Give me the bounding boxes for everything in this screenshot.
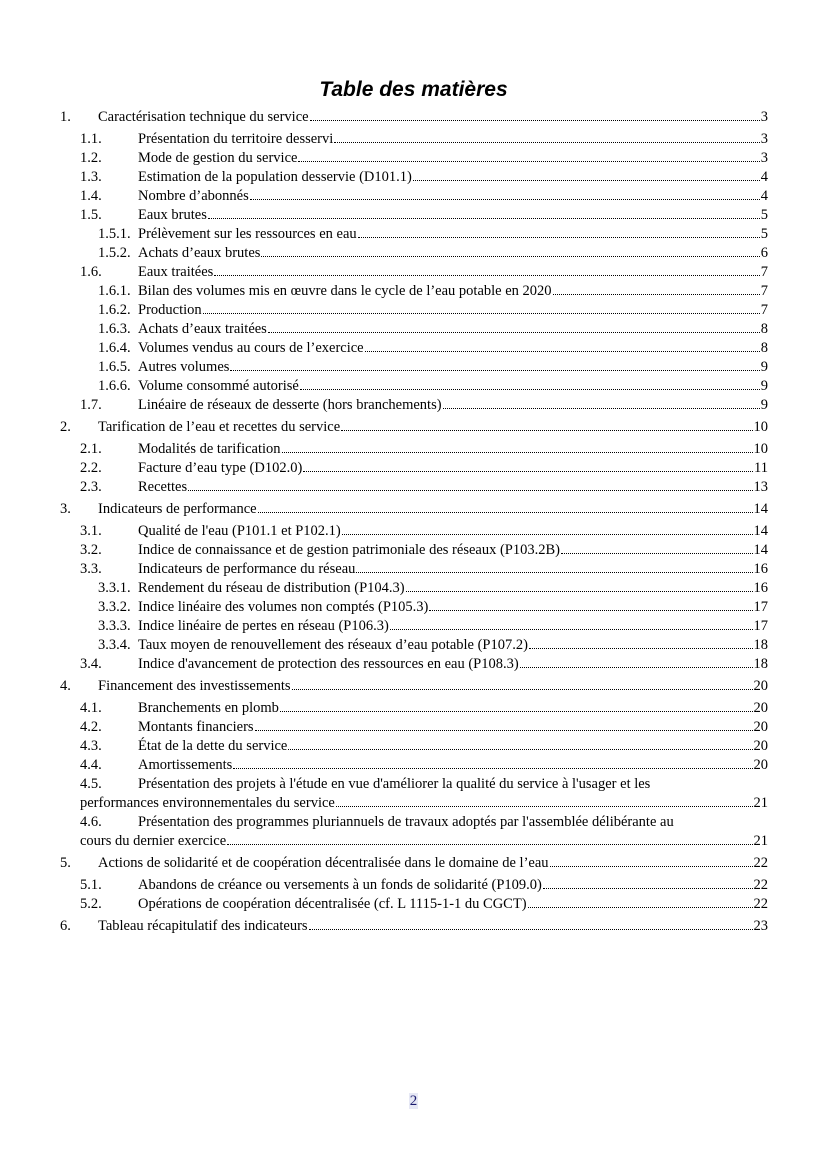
dot-leader	[528, 907, 753, 908]
toc-entry-number: 4.4.	[80, 757, 102, 773]
toc-entry-page: 14	[753, 523, 768, 539]
toc-entry-label: Volume consommé autorisé	[138, 378, 299, 394]
dot-leader	[553, 294, 760, 295]
dot-leader	[255, 730, 753, 731]
toc-entry-page: 9	[760, 378, 768, 394]
toc-entry-number: 1.5.	[80, 207, 102, 223]
dot-leader	[520, 667, 753, 668]
toc-entry-number: 1.6.5.	[98, 359, 131, 375]
toc-entry[interactable]	[60, 775, 768, 813]
dot-leader	[413, 180, 760, 181]
toc-entry-page: 18	[753, 637, 768, 653]
dot-leader	[310, 120, 760, 121]
toc-entry-label: Modalités de tarification	[138, 441, 281, 457]
page-number-text: 2	[409, 1093, 418, 1109]
dot-leader	[250, 199, 760, 200]
toc-entry[interactable]	[60, 301, 768, 320]
toc-entry-number: 1.3.	[80, 169, 102, 185]
toc-entry-label: Qualité de l'eau (P101.1 et P102.1)	[138, 523, 341, 539]
toc-entry-page: 20	[753, 719, 768, 735]
page-number	[0, 1093, 827, 1110]
toc-entry[interactable]	[60, 718, 768, 737]
dot-leader	[356, 572, 752, 573]
toc-entry-number: 1.6.4.	[98, 340, 131, 356]
toc-entry-number: 1.7.	[80, 397, 102, 413]
toc-entry[interactable]	[60, 737, 768, 756]
toc-entry-label: Financement des investissements	[98, 678, 291, 694]
toc-entry[interactable]	[60, 130, 768, 149]
toc-entry-label: Amortissements	[138, 757, 233, 773]
dot-leader	[280, 711, 753, 712]
toc-entry-label: État de la dette du service	[138, 738, 288, 754]
toc-entry-number: 1.	[60, 109, 71, 125]
toc-entry-number: 1.6.3.	[98, 321, 131, 337]
toc-entry-label: Présentation du territoire desservi	[138, 131, 334, 147]
toc-entry-page: 20	[753, 738, 768, 754]
toc-entry[interactable]	[60, 440, 768, 459]
toc-entry[interactable]	[60, 917, 768, 936]
table-of-contents	[60, 108, 768, 936]
toc-entry[interactable]	[60, 225, 768, 244]
toc-entry[interactable]	[60, 854, 768, 873]
dot-leader	[550, 866, 753, 867]
toc-entry[interactable]	[60, 320, 768, 339]
toc-entry-number: 1.6.2.	[98, 302, 131, 318]
toc-entry-page: 23	[753, 918, 768, 934]
toc-entry-number: 1.6.1.	[98, 283, 131, 299]
toc-entry-number: 2.1.	[80, 441, 102, 457]
toc-entry-label: Indice linéaire des volumes non comptés (P105.3)	[138, 599, 429, 615]
dot-leader	[358, 237, 760, 238]
toc-entry-label: Indice linéaire de pertes en réseau (P106.3)	[138, 618, 389, 634]
toc-entry-page: 9	[760, 397, 768, 413]
toc-entry-label: Présentation des programmes pluriannuels de travaux adoptés par l'assemblée délibérante au	[138, 814, 674, 830]
toc-entry-number: 6.	[60, 918, 71, 934]
toc-entry[interactable]	[60, 396, 768, 415]
toc-entry-page: 20	[753, 757, 768, 773]
toc-entry-page: 6	[760, 245, 768, 261]
toc-entry[interactable]	[60, 206, 768, 225]
dot-leader	[342, 534, 753, 535]
toc-entry-label: Actions de solidarité et de coopération décentralisée dans le domaine de l’eau	[98, 855, 549, 871]
toc-entry[interactable]	[60, 598, 768, 617]
toc-entry[interactable]	[60, 813, 768, 851]
toc-entry-page: 11	[754, 460, 768, 476]
toc-entry[interactable]	[60, 579, 768, 598]
toc-entry-number: 3.4.	[80, 656, 102, 672]
dot-leader	[230, 370, 759, 371]
dot-leader	[258, 512, 753, 513]
toc-entry-label: Abandons de créance ou versements à un fonds de solidarité (P109.0)	[138, 877, 542, 893]
toc-entry-label: Présentation des projets à l'étude en vue d'améliorer la qualité du service à l'usager et les	[138, 776, 651, 792]
toc-entry-label: Prélèvement sur les ressources en eau	[138, 226, 357, 242]
toc-entry-page: 14	[753, 542, 768, 558]
dot-leader	[443, 408, 760, 409]
toc-entry-page: 10	[753, 419, 768, 435]
toc-entry[interactable]	[60, 339, 768, 358]
toc-entry[interactable]	[60, 263, 768, 282]
toc-entry-label: Indicateurs de performance du réseau	[138, 561, 356, 577]
toc-entry-number: 2.2.	[80, 460, 102, 476]
dot-leader	[341, 430, 752, 431]
toc-entry-page: 8	[760, 340, 768, 356]
toc-entry[interactable]	[60, 377, 768, 396]
toc-entry-number: 3.3.2.	[98, 599, 131, 615]
dot-leader	[214, 275, 759, 276]
toc-entry[interactable]	[60, 876, 768, 895]
dot-leader	[365, 351, 760, 352]
toc-entry-label: Recettes	[138, 479, 188, 495]
dot-leader	[298, 161, 759, 162]
toc-entry-page: 17	[753, 618, 768, 634]
toc-entry-label: Linéaire de réseaux de desserte (hors branchements)	[138, 397, 442, 413]
dot-leader	[282, 452, 753, 453]
toc-entry[interactable]	[60, 541, 768, 560]
toc-entry-number: 1.2.	[80, 150, 102, 166]
toc-entry[interactable]	[60, 418, 768, 437]
toc-entry[interactable]	[60, 895, 768, 914]
toc-entry-label: Facture d’eau type (D102.0)	[138, 460, 303, 476]
toc-entry-label: Volumes vendus au cours de l’exercice	[138, 340, 364, 356]
dot-leader	[429, 610, 752, 611]
toc-entry-page: 16	[753, 561, 768, 577]
toc-entry-number: 1.4.	[80, 188, 102, 204]
toc-entry-number: 1.6.	[80, 264, 102, 280]
toc-entry-label: Indice d'avancement de protection des ressources en eau (P108.3)	[138, 656, 519, 672]
dot-leader	[334, 142, 759, 143]
toc-entry-label: Nombre d’abonnés	[138, 188, 249, 204]
toc-entry[interactable]	[60, 699, 768, 718]
toc-entry-number: 5.	[60, 855, 71, 871]
toc-entry-page: 5	[760, 226, 768, 242]
toc-entry-number: 3.2.	[80, 542, 102, 558]
toc-entry-number: 3.	[60, 501, 71, 517]
toc-entry-label: Indice de connaissance et de gestion patrimoniale des réseaux (P103.2B)	[138, 542, 560, 558]
toc-entry[interactable]	[60, 636, 768, 655]
toc-entry-label: Tarification de l’eau et recettes du service	[98, 419, 341, 435]
toc-entry-label: Montants financiers	[138, 719, 254, 735]
toc-entry-page: 21	[753, 795, 768, 811]
toc-entry[interactable]	[60, 282, 768, 301]
dot-leader	[233, 768, 752, 769]
dot-leader	[288, 749, 752, 750]
toc-entry[interactable]	[60, 478, 768, 497]
toc-entry[interactable]	[60, 617, 768, 636]
dot-leader	[390, 629, 753, 630]
toc-entry-number: 1.5.1.	[98, 226, 131, 242]
toc-entry-number: 3.3.4.	[98, 637, 131, 653]
toc-entry-number: 3.1.	[80, 523, 102, 539]
toc-entry-page: 3	[760, 150, 768, 166]
toc-entry-label-continued: cours du dernier exercice	[80, 833, 227, 849]
toc-entry[interactable]	[60, 522, 768, 541]
toc-entry-number: 3.3.3.	[98, 618, 131, 634]
toc-entry-number: 2.	[60, 419, 71, 435]
toc-entry-page: 17	[753, 599, 768, 615]
toc-entry-page: 16	[753, 580, 768, 596]
toc-entry-number: 1.1.	[80, 131, 102, 147]
dot-leader	[309, 929, 753, 930]
toc-entry[interactable]	[60, 560, 768, 579]
toc-entry-number: 2.3.	[80, 479, 102, 495]
toc-entry-number: 5.2.	[80, 896, 102, 912]
toc-entry-label: Achats d’eaux traitées	[138, 321, 267, 337]
dot-leader	[300, 389, 760, 390]
toc-entry[interactable]	[60, 358, 768, 377]
toc-entry-page: 7	[760, 283, 768, 299]
dot-leader	[406, 591, 753, 592]
toc-entry[interactable]	[60, 459, 768, 478]
toc-entry-label: Opérations de coopération décentralisée (cf. L 1115-1-1 du CGCT)	[138, 896, 527, 912]
toc-entry-page: 21	[753, 833, 768, 849]
toc-entry-number: 4.6.	[80, 814, 102, 830]
toc-entry-label: Estimation de la population desservie (D101.1)	[138, 169, 412, 185]
toc-entry-page: 9	[760, 359, 768, 375]
toc-title: Table des matières	[319, 78, 508, 101]
toc-entry[interactable]	[60, 500, 768, 519]
dot-leader	[227, 844, 752, 845]
dot-leader	[561, 553, 753, 554]
toc-entry-label: Autres volumes	[138, 359, 230, 375]
toc-entry-label: Tableau récapitulatif des indicateurs	[98, 918, 308, 934]
toc-entry-label: Production	[138, 302, 202, 318]
toc-entry[interactable]	[60, 655, 768, 674]
dot-leader	[303, 471, 753, 472]
toc-entry-label: Branchements en plomb	[138, 700, 279, 716]
toc-entry-page: 7	[760, 264, 768, 280]
dot-leader	[261, 256, 759, 257]
toc-entry-page: 20	[753, 700, 768, 716]
toc-entry[interactable]	[60, 108, 768, 127]
toc-entry-page: 8	[760, 321, 768, 337]
toc-entry-page: 18	[753, 656, 768, 672]
toc-entry-number: 3.3.1.	[98, 580, 131, 596]
dot-leader	[336, 806, 753, 807]
toc-entry-page: 14	[753, 501, 768, 517]
dot-leader	[188, 490, 752, 491]
toc-entry-label: Rendement du réseau de distribution (P104.3)	[138, 580, 405, 596]
toc-entry-label: Eaux traitées	[138, 264, 214, 280]
toc-entry-page: 4	[760, 169, 768, 185]
toc-entry-page: 4	[760, 188, 768, 204]
toc-entry[interactable]	[60, 677, 768, 696]
toc-entry-page: 3	[760, 109, 768, 125]
toc-entry-number: 4.	[60, 678, 71, 694]
toc-entry[interactable]	[60, 244, 768, 263]
dot-leader	[268, 332, 760, 333]
toc-entry-number: 1.5.2.	[98, 245, 131, 261]
toc-entry-page: 20	[753, 678, 768, 694]
toc-entry-page: 22	[753, 896, 768, 912]
toc-entry-label: Mode de gestion du service	[138, 150, 298, 166]
toc-entry-label-continued: performances environnementales du service	[80, 795, 335, 811]
dot-leader	[529, 648, 753, 649]
toc-entry-label: Eaux brutes	[138, 207, 207, 223]
toc-entry[interactable]	[60, 756, 768, 775]
toc-entry-number: 4.3.	[80, 738, 102, 754]
dot-leader	[203, 313, 760, 314]
toc-entry-label: Caractérisation technique du service	[98, 109, 309, 125]
toc-entry-label: Indicateurs de performance	[98, 501, 257, 517]
toc-entry-label: Taux moyen de renouvellement des réseaux d’eau potable (P107.2)	[138, 637, 528, 653]
dot-leader	[543, 888, 753, 889]
toc-entry-number: 5.1.	[80, 877, 102, 893]
toc-entry-page: 13	[753, 479, 768, 495]
dot-leader	[292, 689, 753, 690]
toc-entry[interactable]	[60, 149, 768, 168]
dot-leader	[208, 218, 760, 219]
toc-entry-page: 22	[753, 855, 768, 871]
toc-entry-page: 5	[760, 207, 768, 223]
toc-entry-number: 4.5.	[80, 776, 102, 792]
toc-entry-number: 3.3.	[80, 561, 102, 577]
toc-entry-label: Achats d’eaux brutes	[138, 245, 261, 261]
toc-entry[interactable]	[60, 168, 768, 187]
toc-entry[interactable]	[60, 187, 768, 206]
toc-entry-page: 3	[760, 131, 768, 147]
toc-entry-label: Bilan des volumes mis en œuvre dans le cycle de l’eau potable en 2020	[138, 283, 552, 299]
toc-entry-page: 22	[753, 877, 768, 893]
toc-entry-number: 4.1.	[80, 700, 102, 716]
toc-entry-page: 10	[753, 441, 768, 457]
toc-entry-number: 4.2.	[80, 719, 102, 735]
toc-entry-page: 7	[760, 302, 768, 318]
toc-entry-number: 1.6.6.	[98, 378, 131, 394]
